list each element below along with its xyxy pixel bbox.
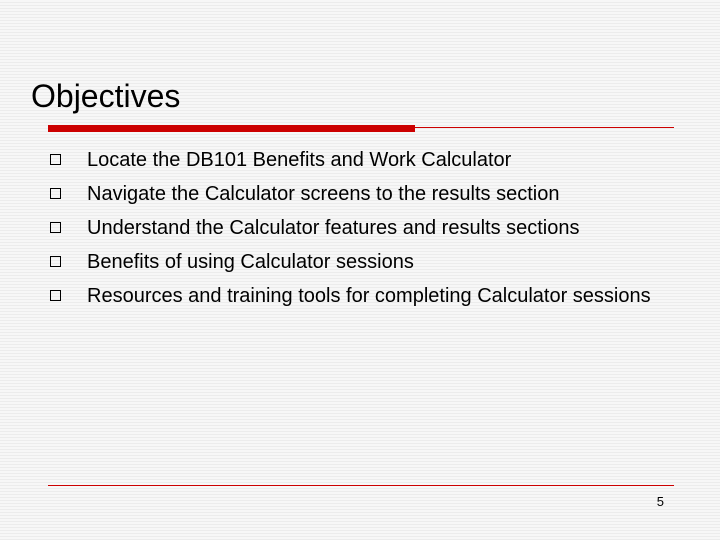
bullet-list: [0, 146, 687, 316]
hollow-square-icon: [50, 290, 61, 301]
bullet-text: Resources and training tools for completing Calculator sessions: [87, 285, 651, 307]
page-number: 5: [656, 494, 664, 509]
bullet-text: Understand the Calculator features and results sections: [87, 217, 580, 239]
footer-rule: [48, 485, 674, 486]
bullet-text: Benefits of using Calculator sessions: [87, 251, 414, 273]
list-item: [0, 248, 687, 276]
hollow-square-icon: [50, 256, 61, 267]
hollow-square-icon: [50, 222, 61, 233]
list-item: [0, 180, 687, 208]
hollow-square-icon: [50, 188, 61, 199]
title-underline-thick: [48, 125, 415, 132]
bullet-text: Locate the DB101 Benefits and Work Calculator: [87, 149, 512, 171]
slide-title: Objectives: [31, 78, 181, 114]
list-item: [0, 146, 687, 174]
title-underline: [48, 125, 674, 132]
hollow-square-icon: [50, 154, 61, 165]
list-item: [0, 214, 687, 242]
title-underline-thin: [415, 127, 674, 128]
list-item: [0, 282, 687, 310]
bullet-text: Navigate the Calculator screens to the results section: [87, 183, 560, 205]
